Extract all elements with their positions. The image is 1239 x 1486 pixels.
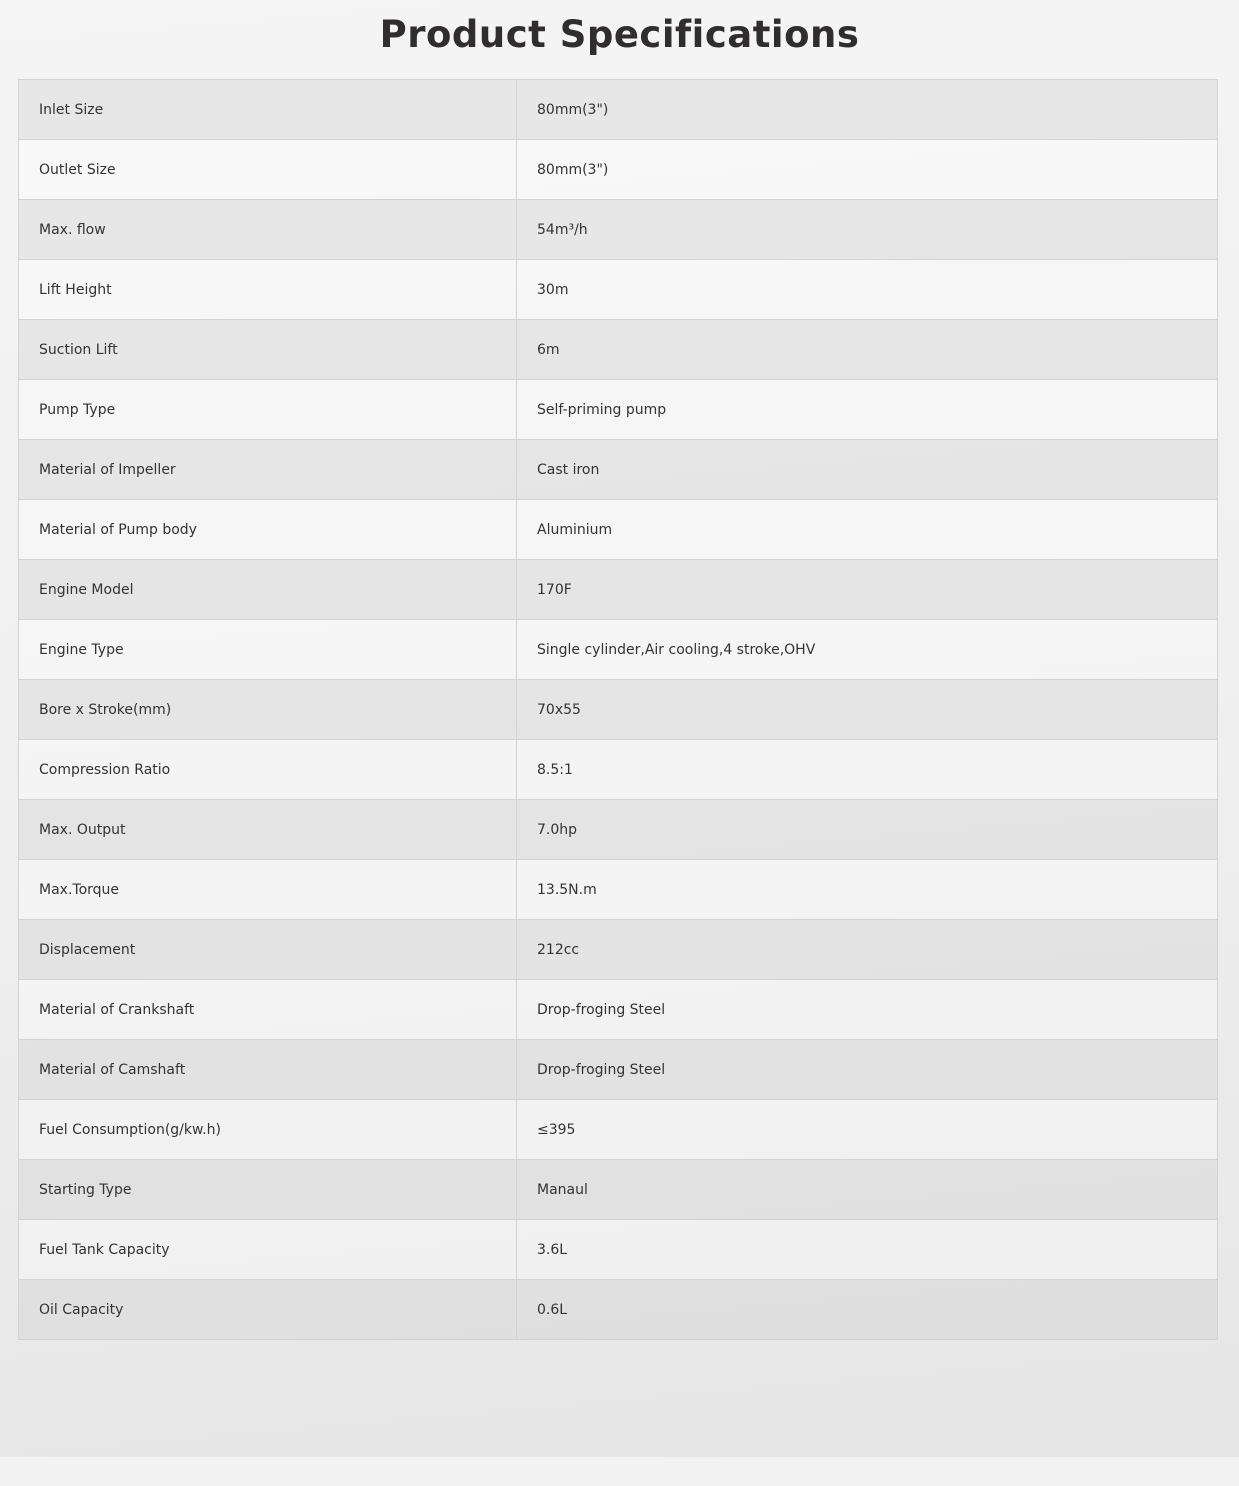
specifications-table-body <box>19 80 1218 1340</box>
spec-value: 70x55 <box>517 680 1218 740</box>
spec-value: 80mm(3") <box>517 80 1218 140</box>
specifications-table <box>18 79 1218 1340</box>
spec-label: Starting Type <box>19 1160 517 1220</box>
spec-value: 8.5:1 <box>517 740 1218 800</box>
table-row <box>19 440 1218 500</box>
table-row <box>19 200 1218 260</box>
spec-label: Material of Pump body <box>19 500 517 560</box>
table-row <box>19 620 1218 680</box>
spec-label: Material of Impeller <box>19 440 517 500</box>
table-row <box>19 980 1218 1040</box>
spec-label: Outlet Size <box>19 140 517 200</box>
table-row <box>19 920 1218 980</box>
table-row <box>19 1280 1218 1340</box>
spec-value: Single cylinder,Air cooling,4 stroke,OHV <box>517 620 1218 680</box>
spec-value: ≤395 <box>517 1100 1218 1160</box>
spec-value: 7.0hp <box>517 800 1218 860</box>
table-row <box>19 740 1218 800</box>
spec-value: 13.5N.m <box>517 860 1218 920</box>
table-row <box>19 260 1218 320</box>
spec-label: Oil Capacity <box>19 1280 517 1340</box>
spec-label: Engine Model <box>19 560 517 620</box>
spec-label: Max. flow <box>19 200 517 260</box>
table-row <box>19 140 1218 200</box>
spec-label: Fuel Tank Capacity <box>19 1220 517 1280</box>
spec-label: Compression Ratio <box>19 740 517 800</box>
spec-label: Inlet Size <box>19 80 517 140</box>
table-row <box>19 1100 1218 1160</box>
spec-value: 170F <box>517 560 1218 620</box>
spec-label: Max. Output <box>19 800 517 860</box>
spec-label: Material of Camshaft <box>19 1040 517 1100</box>
spec-value: 3.6L <box>517 1220 1218 1280</box>
spec-value: Cast iron <box>517 440 1218 500</box>
table-row <box>19 1220 1218 1280</box>
table-row <box>19 860 1218 920</box>
spec-label: Fuel Consumption(g/kw.h) <box>19 1100 517 1160</box>
page-footer-strip <box>0 1457 1239 1486</box>
table-row <box>19 500 1218 560</box>
table-row <box>19 320 1218 380</box>
spec-value: 54m³/h <box>517 200 1218 260</box>
spec-value: Manaul <box>517 1160 1218 1220</box>
spec-value: Self-priming pump <box>517 380 1218 440</box>
table-row <box>19 800 1218 860</box>
table-row <box>19 380 1218 440</box>
spec-value: 30m <box>517 260 1218 320</box>
spec-label: Bore x Stroke(mm) <box>19 680 517 740</box>
spec-label: Max.Torque <box>19 860 517 920</box>
spec-label: Pump Type <box>19 380 517 440</box>
table-row <box>19 1160 1218 1220</box>
spec-value: 0.6L <box>517 1280 1218 1340</box>
table-row <box>19 80 1218 140</box>
page-title: Product Specifications <box>379 13 860 56</box>
spec-label: Material of Crankshaft <box>19 980 517 1040</box>
spec-label: Engine Type <box>19 620 517 680</box>
spec-value: 6m <box>517 320 1218 380</box>
table-row <box>19 680 1218 740</box>
table-row <box>19 1040 1218 1100</box>
spec-value: Drop-froging Steel <box>517 980 1218 1040</box>
table-row <box>19 560 1218 620</box>
spec-label: Displacement <box>19 920 517 980</box>
spec-value: Aluminium <box>517 500 1218 560</box>
spec-value: 212cc <box>517 920 1218 980</box>
spec-value: 80mm(3") <box>517 140 1218 200</box>
spec-label: Suction Lift <box>19 320 517 380</box>
spec-label: Lift Height <box>19 260 517 320</box>
spec-value: Drop-froging Steel <box>517 1040 1218 1100</box>
